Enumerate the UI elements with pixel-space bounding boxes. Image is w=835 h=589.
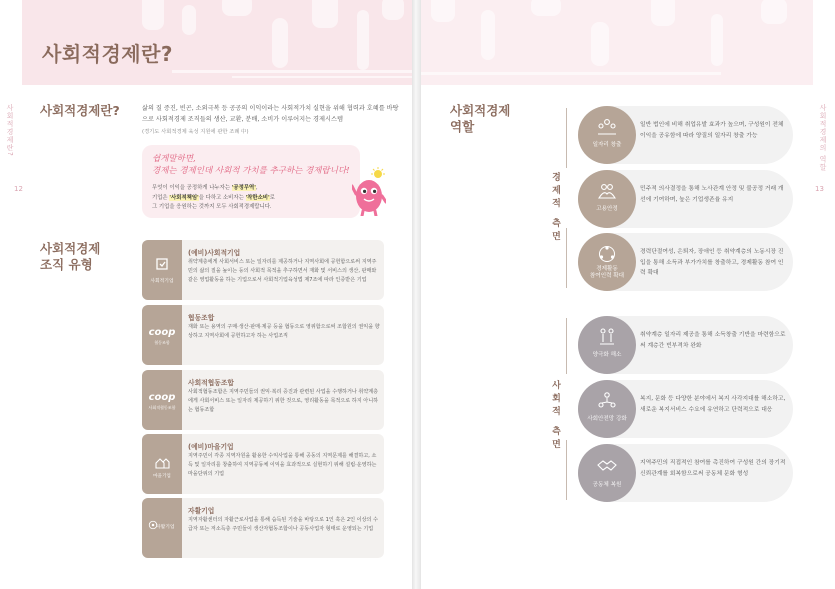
side-running-title: 사회적경제의 역할 [819,104,827,172]
village-icon [154,454,170,470]
org-tile: 사회적기업 [142,240,182,300]
role-circle: 사회안전망 강화 [578,380,636,438]
role-circle: 양극화 해소 [578,316,636,374]
org-desc: 지역자활센터의 자활근로사업을 통해 습득된 기술을 바탕으로 1인 혹은 2인 이상의 수급자 또는 저소득층 주민들이 생산자협동조합이나 공동사업자 형태로 운영되는 기업 [188,517,378,532]
coop-logo: coop [148,327,176,338]
intro-text: 삶의 질 증진, 빈곤, 소외극복 등 공공의 이익이라는 사회적가치 실현을 위해 협력과 호혜를 바탕으로 사회적경제 조직들의 생산, 교환, 분배, 소비가 이루어지는 경제시스템 [142,105,399,123]
callout-box [142,145,360,218]
role-text: 취약계층 일자리 제공을 통해 소득창출 기반을 마련함으로써 계층간 빈부격차 완화 [640,332,786,349]
lightbulb-icon [371,167,385,181]
org-row [142,498,384,558]
org-tile: coop 협동조합 [142,305,182,365]
economic-aspect-label: 경제적 측면 [550,172,560,245]
roles-heading: 사회적경제 역할 [450,103,511,134]
divider-line [566,440,567,500]
role-circle: 공동체 복원 [578,444,636,502]
people-icon [597,117,617,137]
intro-heading: 사회적경제란? [40,103,120,118]
safety-icon [597,391,617,411]
divider-line [566,318,567,374]
role-circle: 경제활동 참여인력 확대 [578,233,636,291]
org-tile: 자활기업 [142,498,182,558]
role-text: 복지, 문화 등 다양한 분야에서 복지 사각지대를 해소하고, 새로운 복지서비스 수요에 유연하고 단력적으로 대응 [640,396,786,413]
role-text: 민주적 의사결정을 통해 노사관계 안정 및 불공정 거래 개선에 기여하며, 높은 기업생존율 유지 [640,186,784,203]
role-circle: 일자리 창출 [578,106,636,164]
org-desc: 지역주민이 각종 지역자원을 활용한 수익사업을 통해 공동의 지역문제를 해결하고, 소득 및 일자리를 창출하여 지역공동체 이익을 효과적으로 실현하기 위해 설립·운영하는 마을단위의 기업 [188,453,377,477]
org-desc: 사회적협동조합은 지역주민들의 권익·복리 증진과 관련된 사업을 수행하거나 취약계층에게 사회서비스 또는 일자리 제공하기 위한 것으로, 영리활동을 목적으로 하지 아니하는 협동조합 [188,389,379,413]
org-tile: 마을기업 [142,434,182,494]
role-text: 지역주민의 직접적인 참여를 촉진하여 구성원 간의 장기적 신뢰관계를 회복함으로써 공동체 문화 형성 [640,460,786,477]
banner-title: 사회적경제란? [42,42,174,66]
org-tile: coop 사회적협동조합 [142,370,182,430]
org-title: (예비)마을기업 [188,443,234,451]
left-page [0,0,413,589]
org-heading: 사회적경제 조직 유형 [40,241,101,272]
right-banner [421,0,813,85]
org-title: 사회적협동조합 [188,379,234,387]
org-row [142,370,384,430]
role-text: 경력단절여성, 은퇴자, 장애인 등 취약계층의 노동시장 진입을 통해 소득과 부가가치를 창출하고, 경제활동 참여 인력 확대 [640,249,784,276]
handshake-icon [597,455,617,475]
callout-handwriting: 쉽게말하면, 경제는 경제인데 사회적 가치를 추구하는 경제랍니다! [152,154,350,176]
intro-source: (경기도 사회적경제 육성 지원에 관한 조례 中) [142,129,249,135]
page-number: 13 [815,185,824,193]
side-running-title: 사회적경제란? [6,104,14,157]
network-icon [597,244,617,264]
left-banner [22,0,413,85]
org-row [142,434,384,494]
role-text: 일반 법인에 비해 취업유발 효과가 높으며, 구성원이 전체 이익을 공유함에 따라 양질의 일자리 창출 가능 [640,122,784,139]
org-title: 협동조합 [188,314,215,322]
org-desc: 재화 또는 용역의 구매·생산·판매·제공 등을 협동으로 영위함으로써 조합원의 권익을 향상하고 지역사회에 공헌하고자 하는 사업조직 [188,324,380,339]
divider-line [566,108,567,168]
org-desc: 취약계층에게 사회서비스 또는 일자리를 제공하거나 지역사회에 공헌함으로써 지역주민의 삶의 질을 높이는 등의 사회적 목적을 추구하면서 재화 및 서비스의 생산, 판매와 같은 영업활동을 하는 기업으로서 사회적기업육성법 제7조에 따라 인증받은 기업 [188,259,377,283]
page-number: 12 [14,185,23,193]
callout-body: 무엇이 이익을 공정하게 나누자는 '공정무역', 기업은 '사회적책임'을 다하고 소비자는 '착한소비'로 그 기업을 응원하는 것까지 모두 사회적경제랍니다. [152,185,275,210]
divider-line [566,228,567,288]
book-gutter [413,0,420,589]
org-row [142,305,384,365]
coop-logo: coop [148,392,176,403]
social-enterprise-icon [154,256,170,272]
pair-icon [597,327,617,347]
group-icon [597,181,617,201]
social-aspect-label: 사회적 측면 [550,380,560,453]
org-row [142,240,384,300]
org-title: (예비)사회적기업 [188,249,241,257]
org-title: 자활기업 [188,507,215,515]
role-circle: 고용안정 [578,170,636,228]
